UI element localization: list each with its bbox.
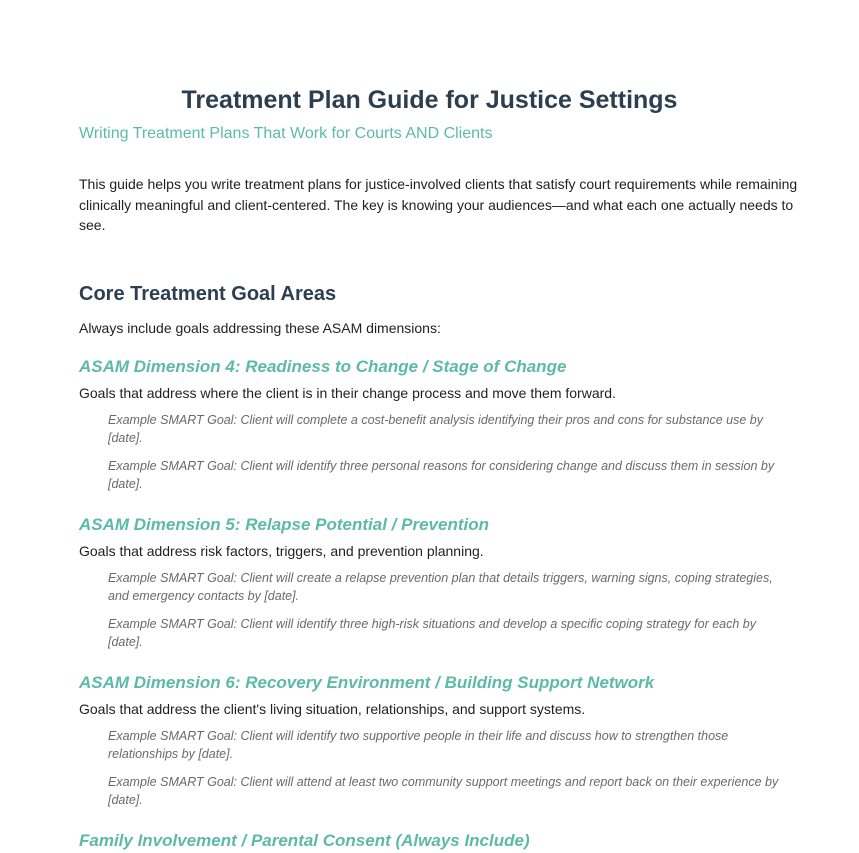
example-goal: Example SMART Goal: Client will complete a cost-benefit analysis identifying their pros and cons for substance use by [date]. xyxy=(108,413,763,445)
example-goal: Example SMART Goal: Client will create a relapse prevention plan that details triggers, warning signs, coping strategies, and emergency contacts by [date]. xyxy=(108,571,773,603)
page-subtitle: Writing Treatment Plans That Work for Courts AND Clients xyxy=(79,125,493,142)
dimension-heading: ASAM Dimension 4: Readiness to Change / Stage of Change xyxy=(79,357,567,376)
dimension-heading: ASAM Dimension 6: Recovery Environment / Building Support Network xyxy=(79,673,655,692)
section-heading-core-goals: Core Treatment Goal Areas xyxy=(79,283,337,305)
dimension-4-section xyxy=(79,356,799,493)
example-goal-list xyxy=(79,570,799,651)
dimension-5-section xyxy=(79,514,799,651)
example-goal: Example SMART Goal: Client will attend at least two community support meetings and report back on their experience by [date]. xyxy=(108,775,779,807)
dimension-description: Goals that address risk factors, triggers, and prevention planning. xyxy=(79,543,484,559)
page-title: Treatment Plan Guide for Justice Settings xyxy=(181,86,678,114)
example-goal-list xyxy=(79,728,799,809)
dimension-6-section xyxy=(79,672,799,809)
dimension-description: Goals that address the client's living situation, relationships, and support systems. xyxy=(79,701,586,717)
section-lead-text: Always include goals addressing these ASAM dimensions: xyxy=(79,320,441,336)
example-goal: Example SMART Goal: Client will identify three personal reasons for considering change and discuss them in session by [date]. xyxy=(108,459,775,491)
dimension-heading: ASAM Dimension 5: Relapse Potential / Prevention xyxy=(79,515,489,534)
example-goal: Example SMART Goal: Client will identify two supportive people in their life and discuss how to strengthen those relationships by [date]. xyxy=(108,729,729,761)
example-goal: Example SMART Goal: Client will identify three high-risk situations and develop a specific coping strategy for each by [date]. xyxy=(108,617,756,649)
example-goal-list xyxy=(79,412,799,493)
family-involvement-section xyxy=(79,830,799,852)
dimension-heading: Family Involvement / Parental Consent (Always Include) xyxy=(79,831,530,850)
intro-paragraph: This guide helps you write treatment plans for justice-involved clients that satisfy court requirements while remaining clinically meaningful and client-centered. The key is knowing your audiences—and what each one actually needs to see. xyxy=(79,176,798,233)
dimension-description: Goals that address where the client is in their change process and move them forward. xyxy=(79,385,616,401)
